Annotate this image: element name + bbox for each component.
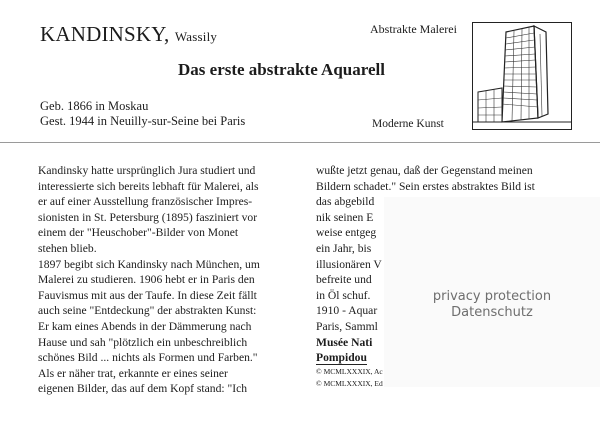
skyscraper-icon <box>472 22 572 130</box>
text-line: stehen blieb. <box>38 241 97 255</box>
text-line: auch seine "Entdeckung" der abstrakten Kunst: <box>38 304 257 318</box>
artist-name <box>40 22 217 47</box>
birth-info: Geb. 1866 in Moskau <box>40 99 149 113</box>
text-line: das abgebild <box>316 195 375 209</box>
museum-name-underlined: Pompidou <box>316 351 367 365</box>
text-line: er auf einer Ausstellung französischer Impres- <box>38 195 253 209</box>
page-title: Das erste abstrakte Aquarell <box>178 60 385 79</box>
text-line: illusionären V <box>316 257 382 271</box>
text-line: Er kam eines Abends in der Dämmerung nach <box>38 319 252 333</box>
text-line: Hause und sah "plötzlich ein unbeschreiblich <box>38 335 248 349</box>
text-line: nik seinen E <box>316 210 374 224</box>
text-line: eigenen Bilder, das auf dem Kopf stand: "Ich <box>38 382 248 396</box>
text-line: Paris, Samml <box>316 319 378 333</box>
text-line: Kandinsky hatte ursprünglich Jura studiert und <box>38 164 256 177</box>
copyright-line: © MCMLXXXIX, Ac <box>316 366 383 376</box>
text-line: in Öl schuf. <box>316 288 371 302</box>
header-divider <box>0 142 600 143</box>
privacy-label: privacy protection <box>432 289 552 304</box>
text-line: weise entgeg <box>316 226 377 240</box>
text-line: sionisten in St. Petersburg (1895) fasziniert vor <box>38 210 258 224</box>
artist-last-name: KANDINSKY <box>40 22 164 46</box>
text-line: Bildern schadet." Sein erstes abstraktes Bild ist <box>316 179 535 193</box>
text-line: Als er näher trat, erkannte er eines seiner <box>38 366 228 380</box>
text-line: einem der "Heuschober"-Bilder von Monet <box>38 226 239 240</box>
privacy-label-de: Datenschutz <box>451 305 533 320</box>
body-column-left <box>38 163 290 397</box>
privacy-overlay <box>384 197 600 387</box>
text-line: Fauvismus mit aus der Taufe. In diese Zeit fällt <box>38 288 257 302</box>
death-info: Gest. 1944 in Neuilly-sur-Seine bei Paris <box>40 114 246 128</box>
name-comma: , <box>163 22 175 46</box>
copyright-line: © MCMLXXXIX, Ed <box>316 378 383 388</box>
museum-name: Musée Nati <box>316 335 373 349</box>
text-line: befreite und <box>316 273 372 287</box>
text-line: wußte jetzt genau, daß der Gegenstand meinen <box>316 164 533 177</box>
text-line: schönes Bild ... nichts als Formen und Farben." <box>38 351 258 365</box>
text-line: 1910 - Aquar <box>316 304 378 318</box>
text-line: ein Jahr, bis <box>316 241 372 255</box>
series-label: Moderne Kunst <box>372 118 444 130</box>
artist-first-name: Wassily <box>174 29 218 44</box>
category-label: Abstrakte Malerei <box>370 22 457 36</box>
text-line: Malerei zu studieren. 1906 hebt er in Paris den <box>38 273 255 287</box>
text-line: 1897 begibt sich Kandinsky nach München, um <box>38 257 260 271</box>
text-line: interessierte sich bereits lebhaft für Malerei, als <box>38 179 259 193</box>
